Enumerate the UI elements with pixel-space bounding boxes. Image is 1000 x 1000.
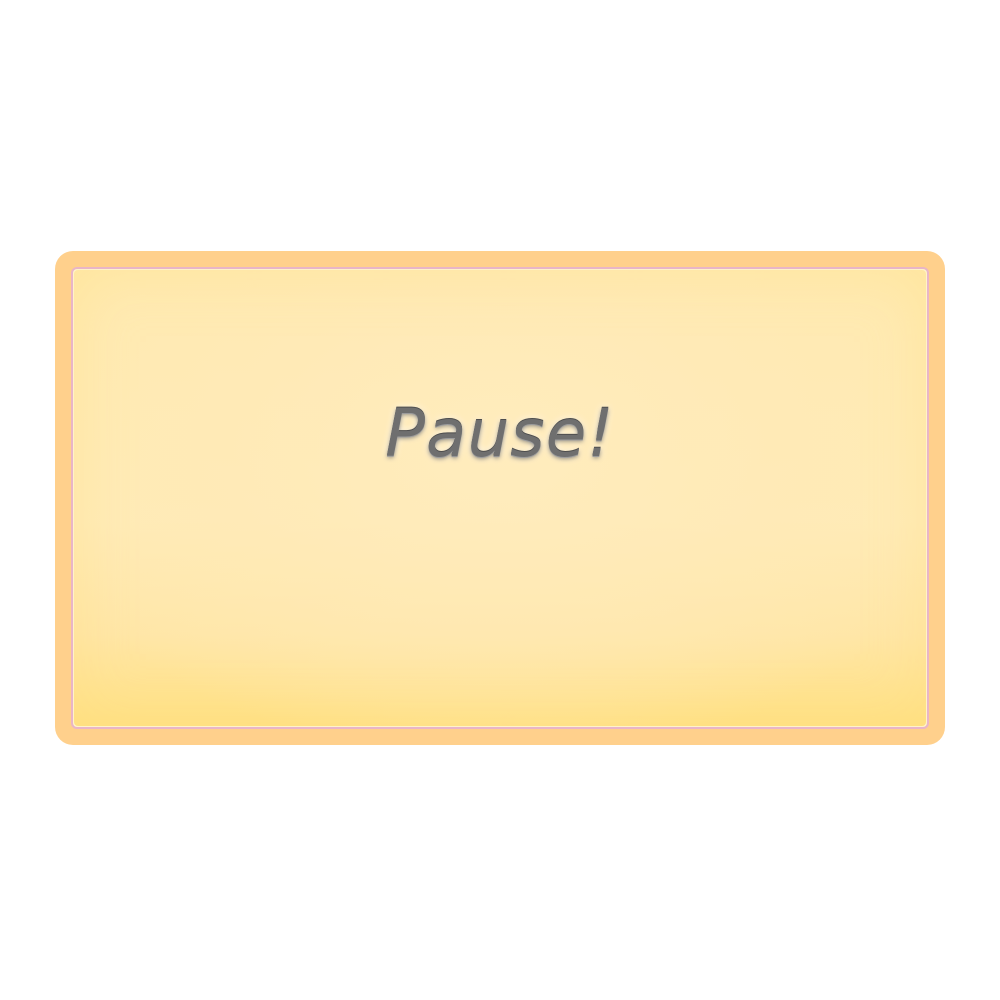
pause-panel-face: [74, 270, 926, 726]
pause-panel: [55, 251, 945, 745]
pause-title: Pause!: [385, 395, 615, 472]
pause-panel-border: [71, 267, 929, 729]
